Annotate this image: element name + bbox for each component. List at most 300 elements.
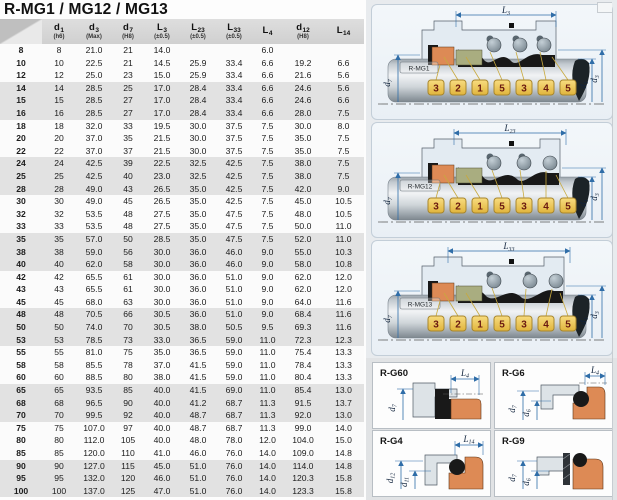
clamp-strip bbox=[563, 453, 570, 485]
cell-d12: 91.5 bbox=[294, 397, 312, 408]
svg-text:1: 1 bbox=[477, 319, 483, 331]
seal-diagram-rmg13 bbox=[372, 241, 610, 353]
cell-L3: 30.5 bbox=[153, 309, 171, 320]
seat-face bbox=[451, 399, 481, 419]
cell-d3: 32.0 bbox=[85, 120, 103, 131]
cell-L4: 11.3 bbox=[259, 410, 276, 421]
cell-L33: 46.0 bbox=[225, 259, 243, 270]
table-row bbox=[0, 145, 364, 158]
cell-L4: 6.0 bbox=[261, 45, 274, 55]
cell-d1: 14 bbox=[54, 82, 64, 93]
cell-L14 bbox=[323, 44, 364, 57]
cell-L4: 9.5 bbox=[261, 322, 274, 333]
cell-d7: 50 bbox=[123, 233, 133, 244]
cell-d7: 75 bbox=[123, 347, 133, 358]
cell-L3: 21.5 bbox=[153, 133, 171, 144]
cell-d7: 70 bbox=[123, 322, 133, 333]
model-label: R-MG13 bbox=[407, 301, 433, 309]
cell-d7: 97 bbox=[123, 422, 133, 433]
cell-L23: 36.0 bbox=[189, 296, 207, 307]
cell-d1: 15 bbox=[54, 95, 64, 106]
cell-d7: 21 bbox=[123, 45, 133, 55]
svg-text:4: 4 bbox=[543, 201, 549, 213]
cell-L14: 7.5 bbox=[337, 133, 350, 144]
cell-d1: 90 bbox=[54, 460, 64, 471]
seat-diagram-rg6 bbox=[495, 363, 610, 426]
table-row bbox=[0, 220, 364, 233]
cell-d1: 58 bbox=[54, 359, 64, 370]
table-row bbox=[0, 472, 364, 485]
cell-L4: 14.0 bbox=[259, 460, 276, 471]
row-label: 70 bbox=[16, 410, 26, 421]
svg-text:5: 5 bbox=[565, 83, 571, 95]
row-label: 100 bbox=[13, 485, 29, 496]
row-label: 65 bbox=[16, 385, 26, 396]
table-row bbox=[0, 447, 364, 460]
cell-d12: 99.0 bbox=[294, 422, 312, 433]
cell-d12: 35.0 bbox=[294, 133, 312, 144]
row-label: 43 bbox=[16, 284, 26, 295]
cell-L3: 14.0 bbox=[153, 45, 171, 55]
cell-L14: 10.5 bbox=[335, 196, 352, 207]
cell-d3: 28.5 bbox=[85, 82, 103, 93]
svg-text:L4: L4 bbox=[590, 365, 600, 377]
cell-L33: 37.5 bbox=[225, 120, 243, 131]
table-row bbox=[0, 233, 364, 246]
cell-L4: 6.6 bbox=[261, 70, 274, 81]
cell-d7: 48 bbox=[123, 208, 133, 219]
cell-L33: 68.7 bbox=[225, 397, 243, 408]
diagram-panel-rmg13 bbox=[371, 240, 613, 356]
cell-L33: 37.5 bbox=[225, 133, 243, 144]
cell-d3: 28.5 bbox=[85, 107, 103, 118]
cell-d12: 35.0 bbox=[294, 145, 312, 156]
table-row bbox=[0, 359, 364, 372]
row-label: 55 bbox=[16, 347, 26, 358]
cell-L33: 78.0 bbox=[225, 435, 243, 446]
cell-d1: 22 bbox=[54, 145, 64, 156]
cell-L33: 59.0 bbox=[225, 372, 243, 383]
cell-d3: 65.5 bbox=[85, 284, 103, 295]
row-label: 12 bbox=[16, 70, 26, 81]
cell-d1: 80 bbox=[54, 435, 64, 446]
cell-L14: 13.3 bbox=[335, 372, 352, 383]
cell-d12: 85.4 bbox=[294, 385, 312, 396]
cell-d1: 40 bbox=[54, 259, 64, 270]
cell-d12: 58.0 bbox=[294, 259, 312, 270]
cell-d3: 49.0 bbox=[85, 196, 103, 207]
cell-L14: 14.8 bbox=[335, 460, 352, 471]
svg-text:3: 3 bbox=[433, 201, 439, 213]
row-label: 35 bbox=[16, 233, 26, 244]
cell-L4: 6.6 bbox=[261, 82, 274, 93]
svg-text:d1: $d_1$ bbox=[578, 317, 590, 325]
seat-variants-section bbox=[366, 358, 617, 500]
spring bbox=[513, 38, 527, 52]
cell-d1: 85 bbox=[54, 448, 64, 458]
cell-d3: 132.0 bbox=[83, 473, 105, 484]
seat-diagram-rg60 bbox=[373, 363, 488, 426]
cell-L14: 6.6 bbox=[337, 95, 350, 106]
svg-text:L4: L4 bbox=[460, 368, 470, 380]
svg-text:L33: $L_{33}$ bbox=[503, 241, 515, 253]
cell-L4: 11.3 bbox=[259, 422, 276, 433]
cell-L23: 35.0 bbox=[189, 208, 207, 219]
cell-d3: 62.0 bbox=[85, 259, 103, 270]
spec-table-body bbox=[0, 44, 364, 497]
cell-L3: 28.5 bbox=[153, 233, 171, 244]
cell-L33: 37.5 bbox=[225, 145, 243, 156]
page-title: R-MG1 / MG12 / MG13 bbox=[4, 1, 168, 18]
row-label: 45 bbox=[16, 296, 26, 307]
cell-L23: 48.0 bbox=[189, 435, 207, 446]
cell-L14: 13.0 bbox=[335, 385, 352, 396]
table-row bbox=[0, 44, 364, 57]
callout-boxes bbox=[428, 316, 576, 331]
cell-L14: 11.6 bbox=[335, 309, 352, 320]
cell-L14: 11.0 bbox=[335, 221, 352, 232]
row-label: 33 bbox=[16, 221, 26, 232]
svg-text:1: 1 bbox=[477, 201, 483, 213]
row-label: 60 bbox=[16, 372, 26, 383]
cell-d7: 92 bbox=[123, 410, 133, 421]
cell-L33: 68.7 bbox=[225, 410, 243, 421]
cell-L4: 11.0 bbox=[259, 347, 276, 358]
cell-d3: 93.5 bbox=[85, 385, 103, 396]
svg-text:L23: $L_{23}$ bbox=[504, 123, 516, 135]
row-label: 90 bbox=[16, 460, 26, 471]
cell-L4: 6.6 bbox=[261, 107, 274, 118]
cell-d3: 57.0 bbox=[85, 233, 103, 244]
cell-d1: 33 bbox=[54, 221, 64, 232]
cell-L3: 30.0 bbox=[153, 271, 171, 282]
cell-L3: 15.0 bbox=[153, 70, 171, 81]
cell-L3: 40.0 bbox=[153, 435, 171, 446]
col-L33: L33 (±0.5) bbox=[216, 19, 252, 44]
cell-d12: 120.3 bbox=[292, 473, 314, 484]
svg-text:d3: $d_3$ bbox=[589, 311, 601, 319]
cell-L4: 11.0 bbox=[259, 385, 276, 396]
cell-L23: 48.7 bbox=[189, 422, 207, 433]
cell-d3: 70.5 bbox=[85, 309, 103, 320]
svg-text:2: 2 bbox=[455, 201, 461, 213]
table-row bbox=[0, 371, 364, 384]
cell-L33: 33.4 bbox=[225, 57, 243, 68]
cell-L23: 38.0 bbox=[189, 322, 207, 333]
cell-L33: 50.5 bbox=[225, 322, 243, 333]
cell-L3: 40.0 bbox=[153, 385, 171, 396]
cell-L4: 7.5 bbox=[261, 120, 274, 131]
table-row bbox=[0, 321, 364, 334]
cell-L4: 7.5 bbox=[261, 145, 274, 156]
cell-L3: 30.0 bbox=[153, 284, 171, 295]
svg-text:L3: $L_3$ bbox=[501, 5, 511, 17]
cell-L23: 30.0 bbox=[189, 145, 207, 156]
cell-L3: 26.5 bbox=[153, 183, 171, 194]
spec-table bbox=[0, 19, 364, 497]
cell-L33: 69.0 bbox=[225, 385, 243, 396]
svg-text:L14: L14 bbox=[463, 434, 475, 446]
row-label: 30 bbox=[16, 196, 26, 207]
svg-text:3: 3 bbox=[433, 83, 439, 95]
cell-d7: 27 bbox=[123, 107, 133, 118]
cell-L3: 40.0 bbox=[153, 410, 171, 421]
cell-L23: 41.5 bbox=[189, 385, 207, 396]
svg-text:3: 3 bbox=[521, 201, 527, 213]
cell-L23: 28.4 bbox=[189, 82, 207, 93]
cell-L3: 46.0 bbox=[153, 473, 171, 484]
cell-L14: 12.0 bbox=[335, 271, 352, 282]
cell-d1: 50 bbox=[54, 322, 64, 333]
cell-L33: 51.0 bbox=[225, 271, 243, 282]
cell-L33: 68.7 bbox=[225, 422, 243, 433]
table-row bbox=[0, 120, 364, 133]
cell-L23: 35.0 bbox=[189, 183, 207, 194]
table-row bbox=[0, 258, 364, 271]
cell-d7: 48 bbox=[123, 221, 133, 232]
table-row bbox=[0, 346, 364, 359]
cell-d3: 53.5 bbox=[85, 221, 103, 232]
cell-d12: 72.3 bbox=[294, 334, 312, 345]
svg-text:d1: $d_1$ bbox=[578, 199, 590, 207]
svg-text:4: 4 bbox=[543, 319, 549, 331]
cell-d3: 137.0 bbox=[83, 485, 105, 496]
row-label: 42 bbox=[16, 271, 26, 282]
cell-L33: 76.0 bbox=[225, 485, 243, 496]
col-d7: d7 (H8) bbox=[112, 19, 144, 44]
cell-L33: 47.5 bbox=[225, 221, 243, 232]
cell-d12 bbox=[283, 44, 323, 57]
cell-d3: 88.5 bbox=[85, 372, 103, 383]
seal-face-olive bbox=[456, 168, 482, 183]
cell-d1: 95 bbox=[54, 473, 64, 484]
cell-d1: 48 bbox=[54, 309, 64, 320]
cell-d12: 38.0 bbox=[294, 170, 312, 181]
cell-d1: 24 bbox=[54, 158, 64, 169]
cell-d7: 56 bbox=[123, 246, 133, 257]
cell-L4: 9.0 bbox=[261, 309, 274, 320]
cell-L3: 19.5 bbox=[153, 120, 171, 131]
cell-L23: 51.0 bbox=[189, 460, 207, 471]
table-row bbox=[0, 485, 364, 498]
cell-L4: 7.5 bbox=[261, 233, 274, 244]
cell-d3: 53.5 bbox=[85, 208, 103, 219]
cell-L23: 41.2 bbox=[189, 397, 207, 408]
cell-d1: 10 bbox=[54, 57, 64, 68]
cell-d12: 30.0 bbox=[294, 120, 312, 131]
cell-L14: 13.3 bbox=[335, 359, 352, 370]
svg-text:5: 5 bbox=[499, 201, 505, 213]
cell-d12: 92.0 bbox=[294, 410, 312, 421]
svg-text:d7: d7 bbox=[507, 474, 519, 482]
cell-L33: 33.4 bbox=[225, 95, 243, 106]
model-label: R-MG1 bbox=[408, 65, 430, 73]
cell-L23: 36.5 bbox=[189, 334, 207, 345]
svg-text:d3: $d_3$ bbox=[589, 75, 601, 83]
row-label: 25 bbox=[16, 170, 26, 181]
svg-text:d1: $d_1$ bbox=[578, 81, 590, 89]
col-d12: d12 (H8) bbox=[283, 19, 323, 44]
cell-d1: 45 bbox=[54, 296, 64, 307]
row-label: 80 bbox=[16, 435, 26, 446]
cell-L33: 76.0 bbox=[225, 473, 243, 484]
cell-L14: 12.0 bbox=[335, 284, 352, 295]
callout-boxes bbox=[428, 80, 576, 95]
cell-L3: 22.5 bbox=[153, 158, 171, 169]
cell-L33: 51.0 bbox=[225, 309, 243, 320]
cell-L4: 11.0 bbox=[259, 334, 276, 345]
cell-d1: 32 bbox=[54, 208, 64, 219]
seal-face-olive bbox=[456, 50, 482, 65]
cell-L14: 11.0 bbox=[335, 233, 352, 244]
cell-L4: 7.5 bbox=[261, 196, 274, 207]
cell-L4: 7.5 bbox=[261, 158, 274, 169]
cell-d1: 8 bbox=[56, 45, 62, 55]
cell-d7: 80 bbox=[123, 372, 133, 383]
cell-L4: 9.0 bbox=[261, 246, 274, 257]
svg-text:d6: d6 bbox=[521, 478, 533, 486]
seat-label: R-G9 bbox=[502, 436, 525, 447]
table-row bbox=[0, 57, 364, 70]
cell-d3: 96.5 bbox=[85, 397, 103, 408]
cell-L23: 36.0 bbox=[189, 271, 207, 282]
cell-d3: 74.0 bbox=[85, 322, 103, 333]
cell-L3: 40.0 bbox=[153, 422, 171, 433]
cell-L14: 14.0 bbox=[335, 422, 352, 433]
spring bbox=[523, 274, 537, 288]
cell-L33: 59.0 bbox=[225, 334, 243, 345]
cell-L14: 7.5 bbox=[337, 107, 350, 118]
cell-d12: 55.0 bbox=[294, 246, 312, 257]
cell-L33: 47.5 bbox=[225, 233, 243, 244]
cell-L23: 30.0 bbox=[189, 133, 207, 144]
cell-L14: 7.5 bbox=[337, 170, 350, 181]
cell-d1: 20 bbox=[54, 133, 64, 144]
cell-L33: 47.5 bbox=[225, 208, 243, 219]
cell-d12: 114.0 bbox=[292, 460, 314, 471]
row-label: 18 bbox=[16, 120, 26, 131]
cell-L14: 13.7 bbox=[335, 397, 352, 408]
cell-L23: 32.5 bbox=[189, 170, 207, 181]
svg-text:5: 5 bbox=[565, 201, 571, 213]
svg-text:2: 2 bbox=[455, 319, 461, 331]
cell-L14: 12.3 bbox=[335, 334, 352, 345]
svg-text:d11: d11 bbox=[399, 476, 411, 488]
cell-L14: 10.8 bbox=[335, 259, 352, 270]
cell-d1: 18 bbox=[54, 120, 64, 131]
seal-diagram-rmg1 bbox=[372, 5, 610, 117]
cell-d7: 73 bbox=[123, 334, 133, 345]
seat-panel-rg6 bbox=[494, 362, 613, 429]
row-label: 15 bbox=[16, 95, 26, 106]
spring bbox=[487, 274, 501, 288]
row-label: 10 bbox=[16, 57, 26, 68]
cell-d1: 65 bbox=[54, 385, 64, 396]
col-d3: d3 (Max) bbox=[76, 19, 112, 44]
cell-L14: 9.0 bbox=[337, 183, 350, 194]
cell-d3: 68.0 bbox=[85, 296, 103, 307]
cell-d7: 63 bbox=[123, 296, 133, 307]
table-row bbox=[0, 132, 364, 145]
cell-d3: 78.5 bbox=[85, 334, 103, 345]
cell-d12: 75.4 bbox=[294, 347, 312, 358]
cell-d1: 35 bbox=[54, 233, 64, 244]
cell-d7: 25 bbox=[123, 82, 133, 93]
cell-L14: 6.6 bbox=[337, 57, 350, 68]
col-L14: L14 bbox=[323, 19, 364, 44]
cell-L4: 11.0 bbox=[259, 372, 276, 383]
svg-text:3: 3 bbox=[521, 319, 527, 331]
cell-L3: 37.0 bbox=[153, 359, 171, 370]
table-row bbox=[0, 183, 364, 196]
cell-L33: 33.4 bbox=[225, 70, 243, 81]
svg-text:d7: $d_7$ bbox=[382, 79, 394, 87]
cell-d3: 107.0 bbox=[83, 422, 105, 433]
seat-panel-rg4 bbox=[372, 430, 491, 497]
cell-d7: 115 bbox=[121, 460, 135, 471]
page-frame-edge bbox=[612, 11, 613, 500]
cell-L23: 28.4 bbox=[189, 107, 207, 118]
table-row bbox=[0, 170, 364, 183]
table-row bbox=[0, 283, 364, 296]
seat-panel-rg9 bbox=[494, 430, 613, 497]
svg-text:d12: d12 bbox=[385, 472, 397, 484]
row-label: 68 bbox=[16, 397, 26, 408]
table-row bbox=[0, 409, 364, 422]
cell-d1: 38 bbox=[54, 246, 64, 257]
cell-d3: 120.0 bbox=[83, 448, 105, 458]
cell-d7: 33 bbox=[123, 120, 133, 131]
cell-d7: 90 bbox=[123, 397, 133, 408]
cell-L23: 32.5 bbox=[189, 158, 207, 169]
cell-d1: 55 bbox=[54, 347, 64, 358]
cell-L23: 25.9 bbox=[189, 70, 207, 81]
dim-L14 bbox=[455, 434, 483, 455]
corner-cell bbox=[0, 19, 42, 44]
row-label: 14 bbox=[16, 82, 26, 93]
cell-d7: 58 bbox=[123, 259, 133, 270]
cell-d7: 85 bbox=[123, 385, 133, 396]
cell-d7: 61 bbox=[123, 271, 133, 282]
table-header bbox=[0, 19, 364, 44]
svg-text:1: 1 bbox=[477, 83, 483, 95]
row-label: 32 bbox=[16, 208, 26, 219]
cell-L14: 5.6 bbox=[337, 82, 350, 93]
cell-L33 bbox=[216, 44, 252, 57]
row-label: 48 bbox=[16, 309, 26, 320]
cell-L33: 42.5 bbox=[225, 158, 243, 169]
cell-L23: 30.0 bbox=[189, 120, 207, 131]
spring bbox=[487, 38, 501, 52]
cell-L3: 38.0 bbox=[153, 372, 171, 383]
set-screw bbox=[509, 141, 514, 146]
cell-d3: 28.5 bbox=[85, 95, 103, 106]
spring bbox=[487, 156, 501, 170]
model-label: R-MG12 bbox=[407, 183, 433, 191]
cell-d3: 49.0 bbox=[85, 183, 103, 194]
cell-L23: 36.0 bbox=[189, 309, 207, 320]
cell-L3: 41.0 bbox=[153, 448, 171, 458]
table-row bbox=[0, 397, 364, 410]
cell-d7: 40 bbox=[123, 170, 133, 181]
cell-d7: 125 bbox=[120, 485, 136, 496]
svg-text:d7: $d_7$ bbox=[382, 315, 394, 323]
diagram-column bbox=[366, 0, 617, 500]
cell-d12: 42.0 bbox=[294, 183, 312, 194]
col-L3: L3 (±0.5) bbox=[144, 19, 180, 44]
row-label: 53 bbox=[16, 334, 26, 345]
cell-d12: 21.6 bbox=[294, 70, 312, 81]
